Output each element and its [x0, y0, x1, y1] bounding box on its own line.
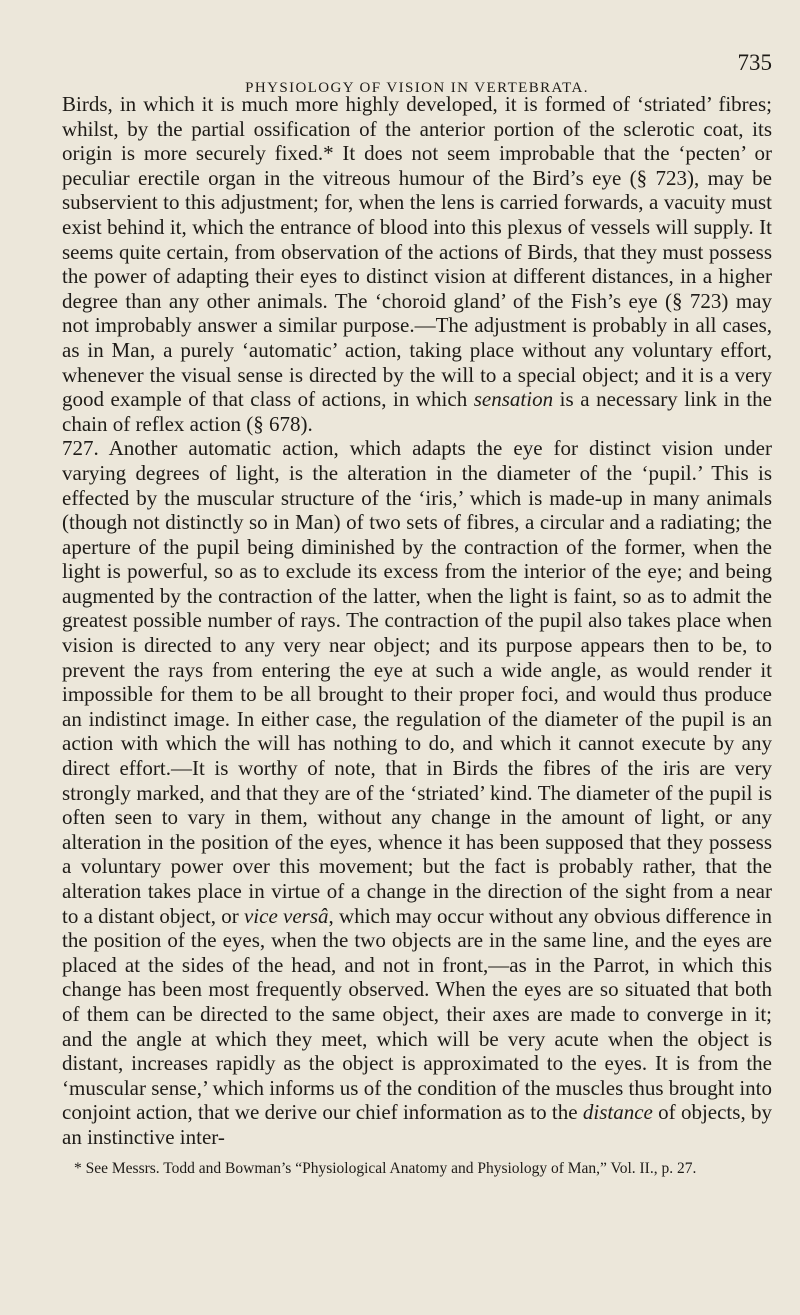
paragraph-727: [62, 436, 772, 1149]
para1-text-2: It does not seem improbable that the ‘pecten’ or peculiar erectile organ in the vitreous humour of the Bird’s eye (§ 723), may be subservient to this adjustment; for, when the lens is carried forwards, a vacuity must exist behind it, which the entrance of blood into this plexus of vessels will supply. It seems quite certain, from observation of the actions of Birds, that they must possess the power of adapting their eyes to distinct vision at different distances, in a higher degree than any other animals. The ‘choroid gland’ of the Fish’s eye (§ 723) may not improbably answer a similar purpose.—The adjustment is probably in all cases, as in Man, a purely ‘automatic’ action, taking place without any voluntary effort, whenever the visual sense is directed by the will to a special object; and it is a very good example of that class of actions, in which: [62, 141, 772, 412]
paragraph-continuation: [62, 92, 772, 436]
footnote-mark: *: [74, 1159, 82, 1177]
para2-text-1: 727. Another automatic action, which adapts the eye for distinct vision under varying degrees of light, is the alteration in the diameter of the ‘pupil.’ This is effected by the muscular structure of the ‘iris,’ which is made-up in many animals (though not distinctly so in Man) of two sets of fibres, a circular and a radiating; the aperture of the pupil being diminished by the contraction of the former, when the light is powerful, so as to exclude its excess from the interior of the eye; and being augmented by the contraction of the latter, when the light is faint, so as to admit the greatest possible number of rays. The contraction of the pupil also takes place when vision is directed to any very near object; and its purpose appears then to be, to prevent the rays from entering the eye at such a wide angle, as would render it impossible for them to be all brought to their proper foci, and would thus produce an indistinct image. In either case, the regulation of the diameter of the pupil is an action with which the will has nothing to do, and which it cannot execute by any direct effort.—It is worthy of note, that in Birds the fibres of the iris are very strongly marked, and that they are of the ‘striated’ kind. The diameter of the pupil is often seen to vary in them, without any change in the amount of light, or any alteration in the position of the eyes, whence it has been supposed that they possess a voluntary power over this movement; but the fact is probably rather, that the alteration takes place in virtue of a change in the direction of the sight from a near to a distant object, or: [62, 436, 772, 928]
page-number: 735: [737, 50, 772, 75]
para1-emphasis: sensation: [473, 387, 554, 412]
body-text: [62, 92, 772, 1150]
para1-text-1: Birds, in which it is much more highly developed, it is formed of ‘striated’ fibres; whilst, by the partial ossification of the anterior portion of the sclerotic coat, its origin is more securely fixed.: [62, 92, 772, 166]
para2-emphasis-1: vice versâ: [243, 903, 329, 928]
running-title: PHYSIOLOGY OF VISION IN VERTEBRATA.: [245, 80, 589, 96]
footnote-reference: *: [323, 141, 334, 166]
footnote: [62, 1160, 772, 1178]
para2-text-3: of objects, by an instinctive inter-: [62, 1100, 773, 1149]
footnote-text: See Messrs. Todd and Bowman’s “Physiological Anatomy and Physiology of Man,” Vol. II., p. 27.: [81, 1159, 697, 1177]
running-head: [62, 0, 772, 96]
para2-emphasis-2: distance: [582, 1100, 653, 1125]
para2-text-2: , which may occur without any obvious difference in the position of the eyes, when the two objects are in the same line, and the eyes are placed at the sides of the head, and not in front,—as in the Parrot, in which this change has been most frequently observed. When the eyes are so situated that both of them can be directed to the same object, their axes are made to converge in it; and the angle at which they meet, which will be very acute when the object is distant, increases rapidly as the object is approximated to the eyes. It is from the ‘muscular sense,’ which informs us of the condition of the muscles thus brought into conjoint action, that we derive our chief information as to the: [62, 903, 772, 1125]
para1-text-3: is a necessary link in the chain of reflex action (§ 678).: [62, 387, 772, 436]
